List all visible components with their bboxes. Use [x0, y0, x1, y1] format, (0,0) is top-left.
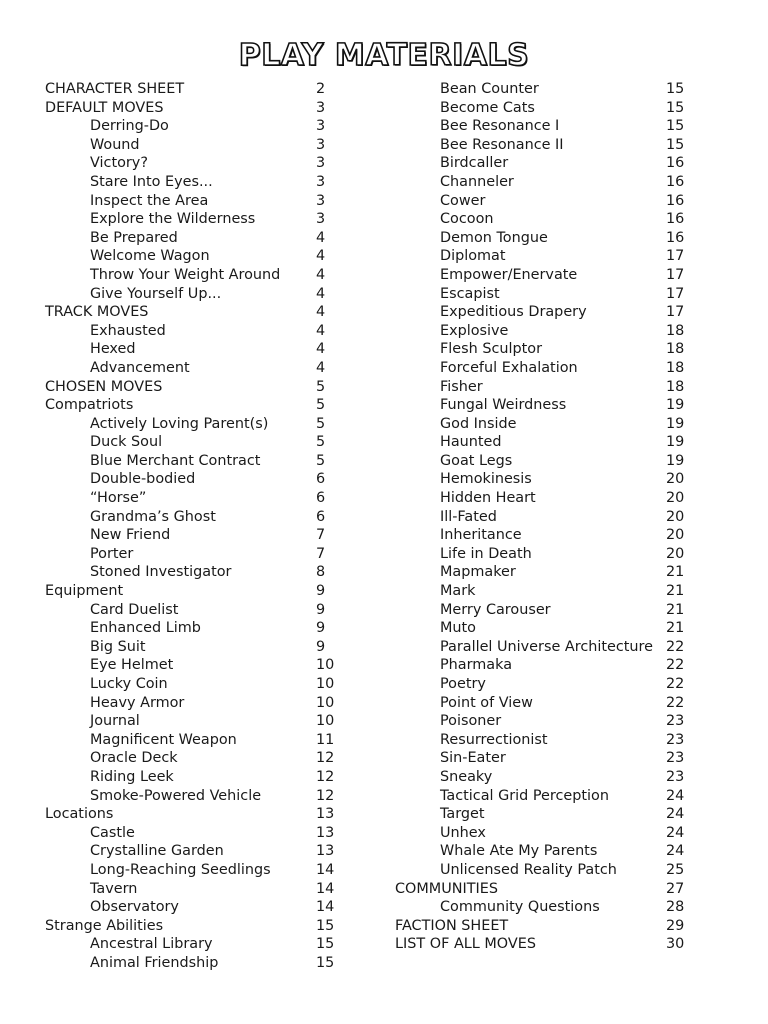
toc-entry-label: Unhex	[440, 824, 486, 841]
toc-entry-label: Compatriots	[45, 397, 134, 414]
toc-subentry[interactable]	[45, 210, 345, 229]
toc-subentry[interactable]	[45, 359, 345, 378]
toc-subentry[interactable]	[45, 880, 345, 899]
toc-subentry[interactable]	[395, 675, 695, 694]
toc-page-number: 4	[316, 248, 326, 265]
toc-page-number: 9	[316, 583, 326, 600]
toc-entry-label: Muto	[440, 620, 476, 637]
toc-page-number: 19	[666, 452, 685, 469]
toc-page-number: 15	[316, 917, 335, 934]
toc-entry-label: Life in Death	[440, 545, 532, 562]
toc-entry-label: Pharmaka	[440, 657, 513, 674]
toc-section-entry[interactable]	[395, 917, 695, 936]
toc-subentry[interactable]	[395, 768, 695, 787]
toc-entry-label: Double-bodied	[90, 471, 196, 488]
toc-subentry[interactable]	[45, 322, 345, 341]
toc-entry-label: Locations	[45, 806, 114, 823]
toc-page-number: 21	[666, 583, 685, 600]
toc-subentry[interactable]	[45, 508, 345, 527]
toc-entry-label: Hexed	[90, 341, 136, 358]
toc-subentry[interactable]	[395, 805, 695, 824]
toc-entry-label: Diplomat	[440, 248, 506, 265]
toc-entry-label: Sin-Eater	[440, 750, 506, 767]
toc-subentry[interactable]	[45, 619, 345, 638]
toc-subentry[interactable]	[45, 340, 345, 359]
toc-page-number: 5	[316, 397, 326, 414]
page-title: PLAY MATERIALS	[238, 38, 530, 73]
toc-page-number: 18	[666, 359, 685, 376]
toc-subentry[interactable]	[45, 545, 345, 564]
toc-entry-label: Birdcaller	[440, 155, 509, 172]
toc-subentry[interactable]	[395, 656, 695, 675]
toc-entry-label: FACTION SHEET	[395, 917, 509, 934]
toc-subentry[interactable]	[395, 861, 695, 880]
toc-entry-label: Expeditious Drapery	[440, 304, 587, 321]
toc-page-number: 5	[316, 378, 326, 395]
toc-subentry[interactable]	[45, 526, 345, 545]
toc-subentry[interactable]	[395, 359, 695, 378]
toc-subentry[interactable]	[395, 285, 695, 304]
toc-subentry[interactable]	[395, 378, 695, 397]
toc-entry-label: Tactical Grid Perception	[440, 787, 609, 804]
toc-subentry[interactable]	[45, 247, 345, 266]
toc-page-number: 15	[316, 936, 335, 953]
toc-page-number: 12	[316, 787, 335, 804]
toc-entry-label: Explosive	[440, 322, 509, 339]
toc-entry-label: Parallel Universe Architecture	[440, 638, 653, 655]
toc-page-number: 4	[316, 229, 326, 246]
toc-page-number: 13	[316, 843, 335, 860]
toc-page-number: 19	[666, 397, 685, 414]
toc-entry-label: Ill-Fated	[440, 508, 497, 525]
toc-left-column	[45, 80, 345, 973]
toc-entry-label: Channeler	[440, 173, 514, 190]
toc-entry-label: Smoke-Powered Vehicle	[90, 787, 262, 804]
toc-page-number: 23	[666, 713, 685, 730]
toc-entry-label: Bean Counter	[440, 81, 539, 97]
toc-entry-label: Welcome Wagon	[90, 248, 210, 265]
toc-subentry[interactable]	[45, 136, 345, 155]
toc-subentry[interactable]	[45, 749, 345, 768]
toc-subentry[interactable]	[45, 285, 345, 304]
toc-page-number: 4	[316, 341, 326, 358]
toc-page-number: 18	[666, 322, 685, 339]
toc-page-number: 27	[666, 880, 685, 897]
toc-entry-label: COMMUNITIES	[395, 880, 499, 897]
toc-page-number: 10	[316, 657, 335, 674]
toc-entry-label: Hidden Heart	[440, 490, 536, 507]
toc-entry-label: Cower	[440, 192, 486, 209]
toc-subentry[interactable]	[395, 731, 695, 750]
toc-entry-label: Escapist	[440, 285, 500, 302]
toc-entry-label: Ancestral Library	[90, 936, 213, 953]
toc-page-number: 12	[316, 768, 335, 785]
toc-entry-label: Forceful Exhalation	[440, 359, 578, 376]
toc-subentry[interactable]	[45, 601, 345, 620]
toc-page-number: 9	[316, 638, 326, 655]
toc-subentry[interactable]	[395, 340, 695, 359]
toc-entry-label: Stoned Investigator	[90, 564, 232, 581]
toc-entry-label: Exhausted	[90, 322, 166, 339]
toc-page-number: 24	[666, 787, 685, 804]
toc-page-number: 22	[666, 657, 685, 674]
toc-subentry[interactable]	[395, 117, 695, 136]
toc-subentry[interactable]	[395, 898, 695, 917]
toc-subentry[interactable]	[45, 192, 345, 211]
toc-subentry[interactable]	[395, 210, 695, 229]
toc-page-number: 18	[666, 341, 685, 358]
toc-section-entry[interactable]	[45, 303, 345, 322]
toc-subentry[interactable]	[395, 545, 695, 564]
toc-page-number: 24	[666, 843, 685, 860]
toc-page-number: 16	[666, 211, 685, 228]
toc-entry-label: Fisher	[440, 378, 483, 395]
toc-subentry[interactable]	[45, 898, 345, 917]
toc-page-number: 15	[666, 118, 685, 135]
toc-section-entry[interactable]	[395, 935, 695, 954]
toc-subentry[interactable]	[395, 229, 695, 248]
toc-entry-label: Community Questions	[440, 899, 600, 916]
toc-page-number: 15	[666, 81, 685, 97]
toc-page-number: 19	[666, 415, 685, 432]
toc-page-number: 11	[316, 731, 335, 748]
toc-entry-label: Become Cats	[440, 99, 535, 116]
toc-entry-label: Journal	[90, 713, 140, 730]
toc-subentry[interactable]	[45, 656, 345, 675]
toc-subentry[interactable]	[45, 787, 345, 806]
toc-section-entry[interactable]	[45, 99, 345, 118]
toc-entry-label: Demon Tongue	[440, 229, 548, 246]
toc-subentry[interactable]	[395, 508, 695, 527]
toc-entry-label: “Horse”	[90, 490, 147, 507]
toc-subentry[interactable]	[395, 694, 695, 713]
toc-page-number: 17	[666, 304, 685, 321]
toc-entry-label: Flesh Sculptor	[440, 341, 542, 358]
toc-page-number: 18	[666, 378, 685, 395]
toc-subentry[interactable]	[45, 712, 345, 731]
toc-subentry[interactable]	[45, 415, 345, 434]
toc-subentry[interactable]	[45, 731, 345, 750]
toc-subentry[interactable]	[395, 619, 695, 638]
toc-page-number: 4	[316, 322, 326, 339]
toc-entry-label: Blue Merchant Contract	[90, 452, 261, 469]
toc-entry-label: Goat Legs	[440, 452, 513, 469]
toc-page-number: 14	[316, 899, 335, 916]
toc-page-number: 15	[316, 954, 335, 971]
toc-entry-label: Duck Soul	[90, 434, 163, 451]
toc-subentry[interactable]	[395, 470, 695, 489]
toc-page-number: 12	[316, 750, 335, 767]
toc-subentry[interactable]	[395, 712, 695, 731]
toc-entry-label: Crystalline Garden	[90, 843, 224, 860]
toc-subentry[interactable]	[395, 638, 695, 657]
toc-entry-label: Merry Carouser	[440, 601, 551, 618]
toc-subentry[interactable]	[395, 396, 695, 415]
toc-page-number: 3	[316, 155, 326, 172]
toc-page-number: 23	[666, 731, 685, 748]
toc-subentry[interactable]	[45, 935, 345, 954]
toc-subentry[interactable]	[395, 601, 695, 620]
toc-subentry[interactable]	[45, 675, 345, 694]
toc-entry-label: Resurrectionist	[440, 731, 548, 748]
toc-entry-label: Bee Resonance I	[440, 118, 560, 135]
toc-page-number: 30	[666, 936, 685, 953]
toc-page-number: 24	[666, 806, 685, 823]
toc-entry-label: Advancement	[90, 359, 190, 376]
toc-section-entry[interactable]	[45, 917, 345, 936]
toc-subentry[interactable]	[395, 749, 695, 768]
toc-page-number: 16	[666, 173, 685, 190]
toc-subentry[interactable]	[395, 433, 695, 452]
toc-entry-label: Animal Friendship	[90, 954, 219, 971]
toc-entry-label: Poisoner	[440, 713, 502, 730]
toc-entry-label: DEFAULT MOVES	[45, 99, 164, 116]
toc-page-number: 6	[316, 508, 326, 525]
toc-subentry[interactable]	[395, 582, 695, 601]
toc-subentry[interactable]	[45, 563, 345, 582]
toc-entry-label: Explore the Wilderness	[90, 211, 256, 228]
toc-page-number: 20	[666, 471, 685, 488]
toc-page-number: 5	[316, 452, 326, 469]
toc-entry-label: Mapmaker	[440, 564, 516, 581]
toc-page-number: 3	[316, 99, 326, 116]
toc-page-number: 13	[316, 806, 335, 823]
toc-subentry[interactable]	[395, 99, 695, 118]
toc-page-number: 17	[666, 285, 685, 302]
toc-page-number: 22	[666, 638, 685, 655]
toc-page-number: 3	[316, 173, 326, 190]
toc-page-number: 13	[316, 824, 335, 841]
toc-subentry[interactable]	[45, 638, 345, 657]
toc-subentry[interactable]	[395, 266, 695, 285]
toc-subentry[interactable]	[395, 489, 695, 508]
toc-page-number: 19	[666, 434, 685, 451]
toc-page-number: 9	[316, 601, 326, 618]
toc-entry-label: New Friend	[90, 527, 171, 544]
toc-entry-label: Riding Leek	[90, 768, 174, 785]
toc-entry-label: Empower/Enervate	[440, 266, 578, 283]
toc-entry-label: CHOSEN MOVES	[45, 378, 163, 395]
toc-page-number: 7	[316, 527, 326, 544]
toc-page-number: 23	[666, 768, 685, 785]
toc-entry-label: Victory?	[90, 155, 148, 172]
toc-subentry[interactable]	[395, 842, 695, 861]
toc-page-number: 5	[316, 434, 326, 451]
toc-page-number: 16	[666, 192, 685, 209]
toc-entry-label: Strange Abilities	[45, 917, 164, 934]
toc-entry-label: Magnificent Weapon	[90, 731, 237, 748]
toc-page-number: 6	[316, 490, 326, 507]
toc-entry-label: Wound	[90, 136, 140, 153]
toc-entry-label: Grandma’s Ghost	[90, 508, 216, 525]
toc-page-number: 6	[316, 471, 326, 488]
toc-page-number: 24	[666, 824, 685, 841]
toc-page-number: 7	[316, 545, 326, 562]
toc-entry-label: Whale Ate My Parents	[440, 843, 598, 860]
toc-entry-label: Hemokinesis	[440, 471, 532, 488]
toc-page-number: 2	[316, 81, 326, 97]
toc-subentry[interactable]	[395, 303, 695, 322]
toc-subentry[interactable]	[45, 861, 345, 880]
toc-page-number: 3	[316, 211, 326, 228]
toc-page-number: 4	[316, 304, 326, 321]
toc-page-number: 9	[316, 620, 326, 637]
toc-subentry[interactable]	[45, 266, 345, 285]
toc-page-number: 10	[316, 713, 335, 730]
toc-page-number: 21	[666, 620, 685, 637]
toc-entry-label: Throw Your Weight Around	[90, 266, 281, 283]
toc-page-number: 20	[666, 508, 685, 525]
toc-page-number: 17	[666, 248, 685, 265]
toc-page-number: 25	[666, 861, 685, 878]
toc-page-number: 21	[666, 601, 685, 618]
toc-entry-label: Derring-Do	[90, 118, 169, 135]
toc-page-number: 3	[316, 118, 326, 135]
toc-entry-label: Point of View	[440, 694, 533, 711]
toc-page-number: 8	[316, 564, 326, 581]
toc-section-entry[interactable]	[45, 378, 345, 397]
toc-section-entry[interactable]	[395, 880, 695, 899]
toc-subentry[interactable]	[45, 694, 345, 713]
toc-subentry[interactable]	[395, 136, 695, 155]
toc-entry-label: Big Suit	[90, 638, 146, 655]
toc-subentry[interactable]	[45, 824, 345, 843]
toc-entry-label: Tavern	[90, 880, 138, 897]
toc-section-entry[interactable]	[45, 80, 345, 99]
toc-page-number: 3	[316, 136, 326, 153]
toc-entry-label: Stare Into Eyes...	[90, 173, 213, 190]
toc-subentry[interactable]	[395, 154, 695, 173]
toc-page-number: 16	[666, 229, 685, 246]
toc-entry-label: LIST OF ALL MOVES	[395, 936, 536, 953]
toc-subentry[interactable]	[395, 787, 695, 806]
toc-page-number: 4	[316, 266, 326, 283]
toc-subentry[interactable]	[45, 173, 345, 192]
toc-entry-label: Unlicensed Reality Patch	[440, 861, 617, 878]
toc-section-entry[interactable]	[45, 396, 345, 415]
toc-page-number: 3	[316, 192, 326, 209]
toc-entry-label: Porter	[90, 545, 134, 562]
toc-entry-label: Lucky Coin	[90, 676, 168, 692]
toc-entry-label: Observatory	[90, 899, 179, 916]
toc-entry-label: Enhanced Limb	[90, 620, 201, 637]
toc-entry-label: Poetry	[440, 676, 486, 692]
toc-page-number: 23	[666, 750, 685, 767]
toc-page-number: 29	[666, 917, 685, 934]
toc-page-number: 20	[666, 545, 685, 562]
toc-entry-label: Oracle Deck	[90, 750, 178, 767]
toc-subentry[interactable]	[45, 229, 345, 248]
toc-page-number: 20	[666, 527, 685, 544]
toc-page-number: 15	[666, 99, 685, 116]
toc-subentry[interactable]	[45, 489, 345, 508]
toc-entry-label: Mark	[440, 583, 476, 600]
toc-page-number: 15	[666, 136, 685, 153]
toc-entry-label: Actively Loving Parent(s)	[90, 415, 269, 432]
toc-entry-label: TRACK MOVES	[45, 304, 149, 321]
toc-page-number: 10	[316, 694, 335, 711]
toc-entry-label: Target	[440, 806, 485, 823]
toc-page-number: 4	[316, 285, 326, 302]
toc-subentry[interactable]	[395, 824, 695, 843]
toc-subentry[interactable]	[45, 470, 345, 489]
toc-entry-label: Inspect the Area	[90, 192, 209, 209]
toc-page-number: 20	[666, 490, 685, 507]
toc-subentry[interactable]	[395, 192, 695, 211]
toc-entry-label: Long-Reaching Seedlings	[90, 861, 271, 878]
toc-subentry[interactable]	[45, 954, 345, 973]
toc-page-number: 22	[666, 694, 685, 711]
toc-entry-label: Heavy Armor	[90, 694, 185, 711]
toc-page-number: 4	[316, 359, 326, 376]
toc-page-number: 14	[316, 880, 335, 897]
toc-subentry[interactable]	[45, 452, 345, 471]
toc-subentry[interactable]	[395, 563, 695, 582]
toc-right-column	[395, 80, 695, 954]
toc-subentry[interactable]	[395, 452, 695, 471]
toc-entry-label: God Inside	[440, 415, 517, 432]
toc-section-entry[interactable]	[45, 582, 345, 601]
toc-subentry[interactable]	[395, 322, 695, 341]
toc-entry-label: Sneaky	[440, 768, 493, 785]
toc-page-number: 21	[666, 564, 685, 581]
toc-entry-label: Castle	[90, 824, 135, 841]
toc-page-number: 5	[316, 415, 326, 432]
toc-section-entry[interactable]	[45, 805, 345, 824]
toc-subentry[interactable]	[395, 173, 695, 192]
toc-page-number: 28	[666, 899, 685, 916]
toc-subentry[interactable]	[395, 415, 695, 434]
toc-subentry[interactable]	[45, 842, 345, 861]
toc-subentry[interactable]	[45, 433, 345, 452]
toc-page-number: 10	[316, 676, 335, 692]
toc-entry-label: Eye Helmet	[90, 657, 174, 674]
toc-entry-label: Give Yourself Up...	[90, 285, 222, 302]
toc-entry-label: CHARACTER SHEET	[45, 81, 185, 97]
toc-subentry[interactable]	[45, 117, 345, 136]
toc-subentry[interactable]	[395, 247, 695, 266]
toc-page-number: 22	[666, 676, 685, 692]
toc-entry-label: Equipment	[45, 583, 124, 600]
toc-subentry[interactable]	[395, 526, 695, 545]
toc-entry-label: Be Prepared	[90, 229, 178, 246]
toc-page-number: 14	[316, 861, 335, 878]
toc-subentry[interactable]	[395, 80, 695, 99]
toc-entry-label: Haunted	[440, 434, 502, 451]
toc-page-number: 17	[666, 266, 685, 283]
toc-entry-label: Fungal Weirdness	[440, 397, 567, 414]
toc-entry-label: Inheritance	[440, 527, 522, 544]
toc-subentry[interactable]	[45, 154, 345, 173]
toc-entry-label: Cocoon	[440, 211, 494, 228]
toc-subentry[interactable]	[45, 768, 345, 787]
toc-entry-label: Card Duelist	[90, 601, 179, 618]
toc-page-number: 16	[666, 155, 685, 172]
toc-entry-label: Bee Resonance II	[440, 136, 564, 153]
